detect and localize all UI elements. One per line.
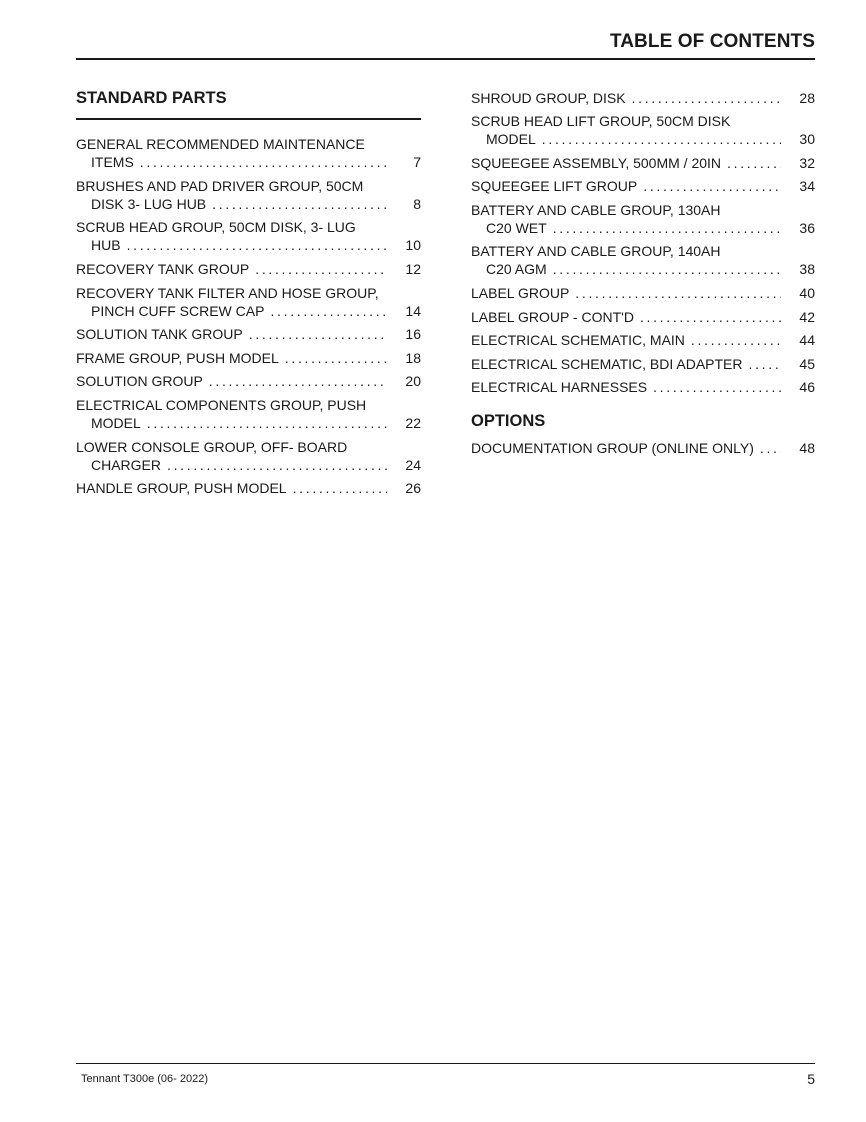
leader-dots [255,260,387,278]
toc-entry[interactable] [76,177,421,213]
section-rule [76,118,421,120]
toc-entry-title-line1: ELECTRICAL COMPONENTS GROUP, PUSH [76,397,367,413]
toc-entry-title: DOCUMENTATION GROUP (ONLINE ONLY) [471,440,754,456]
leader-dots [249,325,387,343]
toc-entry-title: FRAME GROUP, PUSH MODEL [76,350,279,366]
section-heading-options: OPTIONS [471,412,546,430]
footer-page-number: 5 [807,1071,815,1087]
toc-entry-title-line2: DISK 3- LUG HUB [91,196,207,212]
toc-entry[interactable] [471,378,815,396]
leader-dots [212,195,387,213]
toc-entry-page: 30 [799,131,815,147]
toc-entry[interactable] [76,218,421,254]
toc-entry-title-line1: LOWER CONSOLE GROUP, OFF- BOARD [76,439,348,455]
toc-entry-title-line2: CHARGER [91,457,162,473]
toc-entry-title: SQUEEGEE ASSEMBLY, 500MM / 20IN [471,155,722,171]
leader-dots [575,284,781,302]
toc-entry-title-line2: MODEL [486,131,536,147]
leader-dots [643,177,781,195]
toc-entry-title-line1: RECOVERY TANK FILTER AND HOSE GROUP, [76,285,379,301]
toc-entry-title-line1: GENERAL RECOMMENDED MAINTENANCE [76,136,365,152]
toc-entry-page: 48 [799,440,815,456]
toc-entry-page: 38 [799,261,815,277]
toc-entry-title-line1: BATTERY AND CABLE GROUP, 130AH [471,202,721,218]
toc-entry-page: 42 [799,309,815,325]
toc-entry-title: ELECTRICAL SCHEMATIC, MAIN [471,332,685,348]
toc-entry-title-line2: C20 AGM [486,261,547,277]
toc-entry-title: ELECTRICAL HARNESSES [471,379,648,395]
leader-dots [542,130,781,148]
toc-entry-title-line1: SCRUB HEAD GROUP, 50CM DISK, 3- LUG [76,219,356,235]
toc-entry-title: LABEL GROUP [471,285,570,301]
toc-entry-title: SOLUTION TANK GROUP [76,326,243,342]
toc-entry-page: 18 [405,350,421,366]
toc-entry[interactable] [471,284,815,302]
toc-entry[interactable] [76,479,421,497]
leader-dots [760,439,781,457]
page-title: TABLE OF CONTENTS [609,31,815,52]
leader-dots [285,349,387,367]
toc-entry-title-line2: MODEL [91,415,141,431]
toc-entry[interactable] [471,201,815,237]
toc-entry-page: 20 [405,373,421,389]
leader-dots [632,89,781,107]
toc-entry-title: HANDLE GROUP, PUSH MODEL [76,480,287,496]
toc-entry[interactable] [471,89,815,107]
toc-entry-page: 40 [799,285,815,301]
toc-entry-title-line1: BRUSHES AND PAD DRIVER GROUP, 50CM [76,178,364,194]
toc-entry-page: 16 [405,326,421,342]
toc-entry-title-line2: HUB [91,237,121,253]
toc-entry[interactable] [471,355,815,373]
toc-entry-page: 36 [799,220,815,236]
leader-dots [293,479,387,497]
toc-entry[interactable] [471,242,815,278]
toc-entry-page: 44 [799,332,815,348]
toc-entry-page: 46 [799,379,815,395]
leader-dots [553,219,781,237]
leader-dots [653,378,781,396]
toc-entry[interactable] [471,154,815,172]
toc-entry-title-line2: PINCH CUFF SCREW CAP [91,303,265,319]
toc-entry-page: 12 [405,261,421,277]
toc-entry[interactable] [76,349,421,367]
toc-entry-page: 32 [799,155,815,171]
toc-entry-page: 22 [405,415,421,431]
toc-entry-title: SOLUTION GROUP [76,373,203,389]
toc-entry[interactable] [471,331,815,349]
leader-dots [691,331,781,349]
leader-dots [127,236,387,254]
leader-dots [140,153,387,171]
toc-entry-title: SQUEEGEE LIFT GROUP [471,178,638,194]
toc-entry[interactable] [76,372,421,390]
footer-document-id: Tennant T300e (06- 2022) [81,1073,208,1085]
toc-entry-page: 26 [405,480,421,496]
toc-entry-title-line1: BATTERY AND CABLE GROUP, 140AH [471,243,721,259]
toc-entry-title: RECOVERY TANK GROUP [76,261,250,277]
footer-rule [76,1063,815,1064]
toc-entry-title-line2: ITEMS [91,154,134,170]
toc-entry-title: LABEL GROUP - CONT'D [471,309,634,325]
leader-dots [167,456,387,474]
toc-entry-page: 8 [413,196,421,212]
toc-entry[interactable] [76,260,421,278]
toc-entry-page: 24 [405,457,421,473]
toc-entry[interactable] [471,439,815,457]
toc-entry-title: ELECTRICAL SCHEMATIC, BDI ADAPTER [471,356,743,372]
toc-entry-title-line1: SCRUB HEAD LIFT GROUP, 50CM DISK [471,113,731,129]
toc-entry-page: 7 [413,154,421,170]
toc-entry[interactable] [76,284,421,320]
toc-entry-page: 14 [405,303,421,319]
toc-entry[interactable] [76,396,421,432]
toc-entry[interactable] [471,112,815,148]
leader-dots [209,372,387,390]
toc-entry-title: SHROUD GROUP, DISK [471,90,626,106]
header-rule [76,58,815,60]
leader-dots [553,260,781,278]
section-heading-standard-parts: STANDARD PARTS [76,89,227,107]
leader-dots [270,302,387,320]
leader-dots [147,414,387,432]
toc-entry[interactable] [76,438,421,474]
toc-entry-page: 34 [799,178,815,194]
toc-entry-title-line2: C20 WET [486,220,547,236]
toc-entry-page: 45 [799,356,815,372]
toc-entry[interactable] [76,325,421,343]
leader-dots [749,355,782,373]
toc-entry[interactable] [471,308,815,326]
toc-entry-page: 10 [405,237,421,253]
toc-entry-page: 28 [799,90,815,106]
leader-dots [727,154,781,172]
leader-dots [640,308,781,326]
toc-entry[interactable] [76,135,421,171]
toc-entry[interactable] [471,177,815,195]
